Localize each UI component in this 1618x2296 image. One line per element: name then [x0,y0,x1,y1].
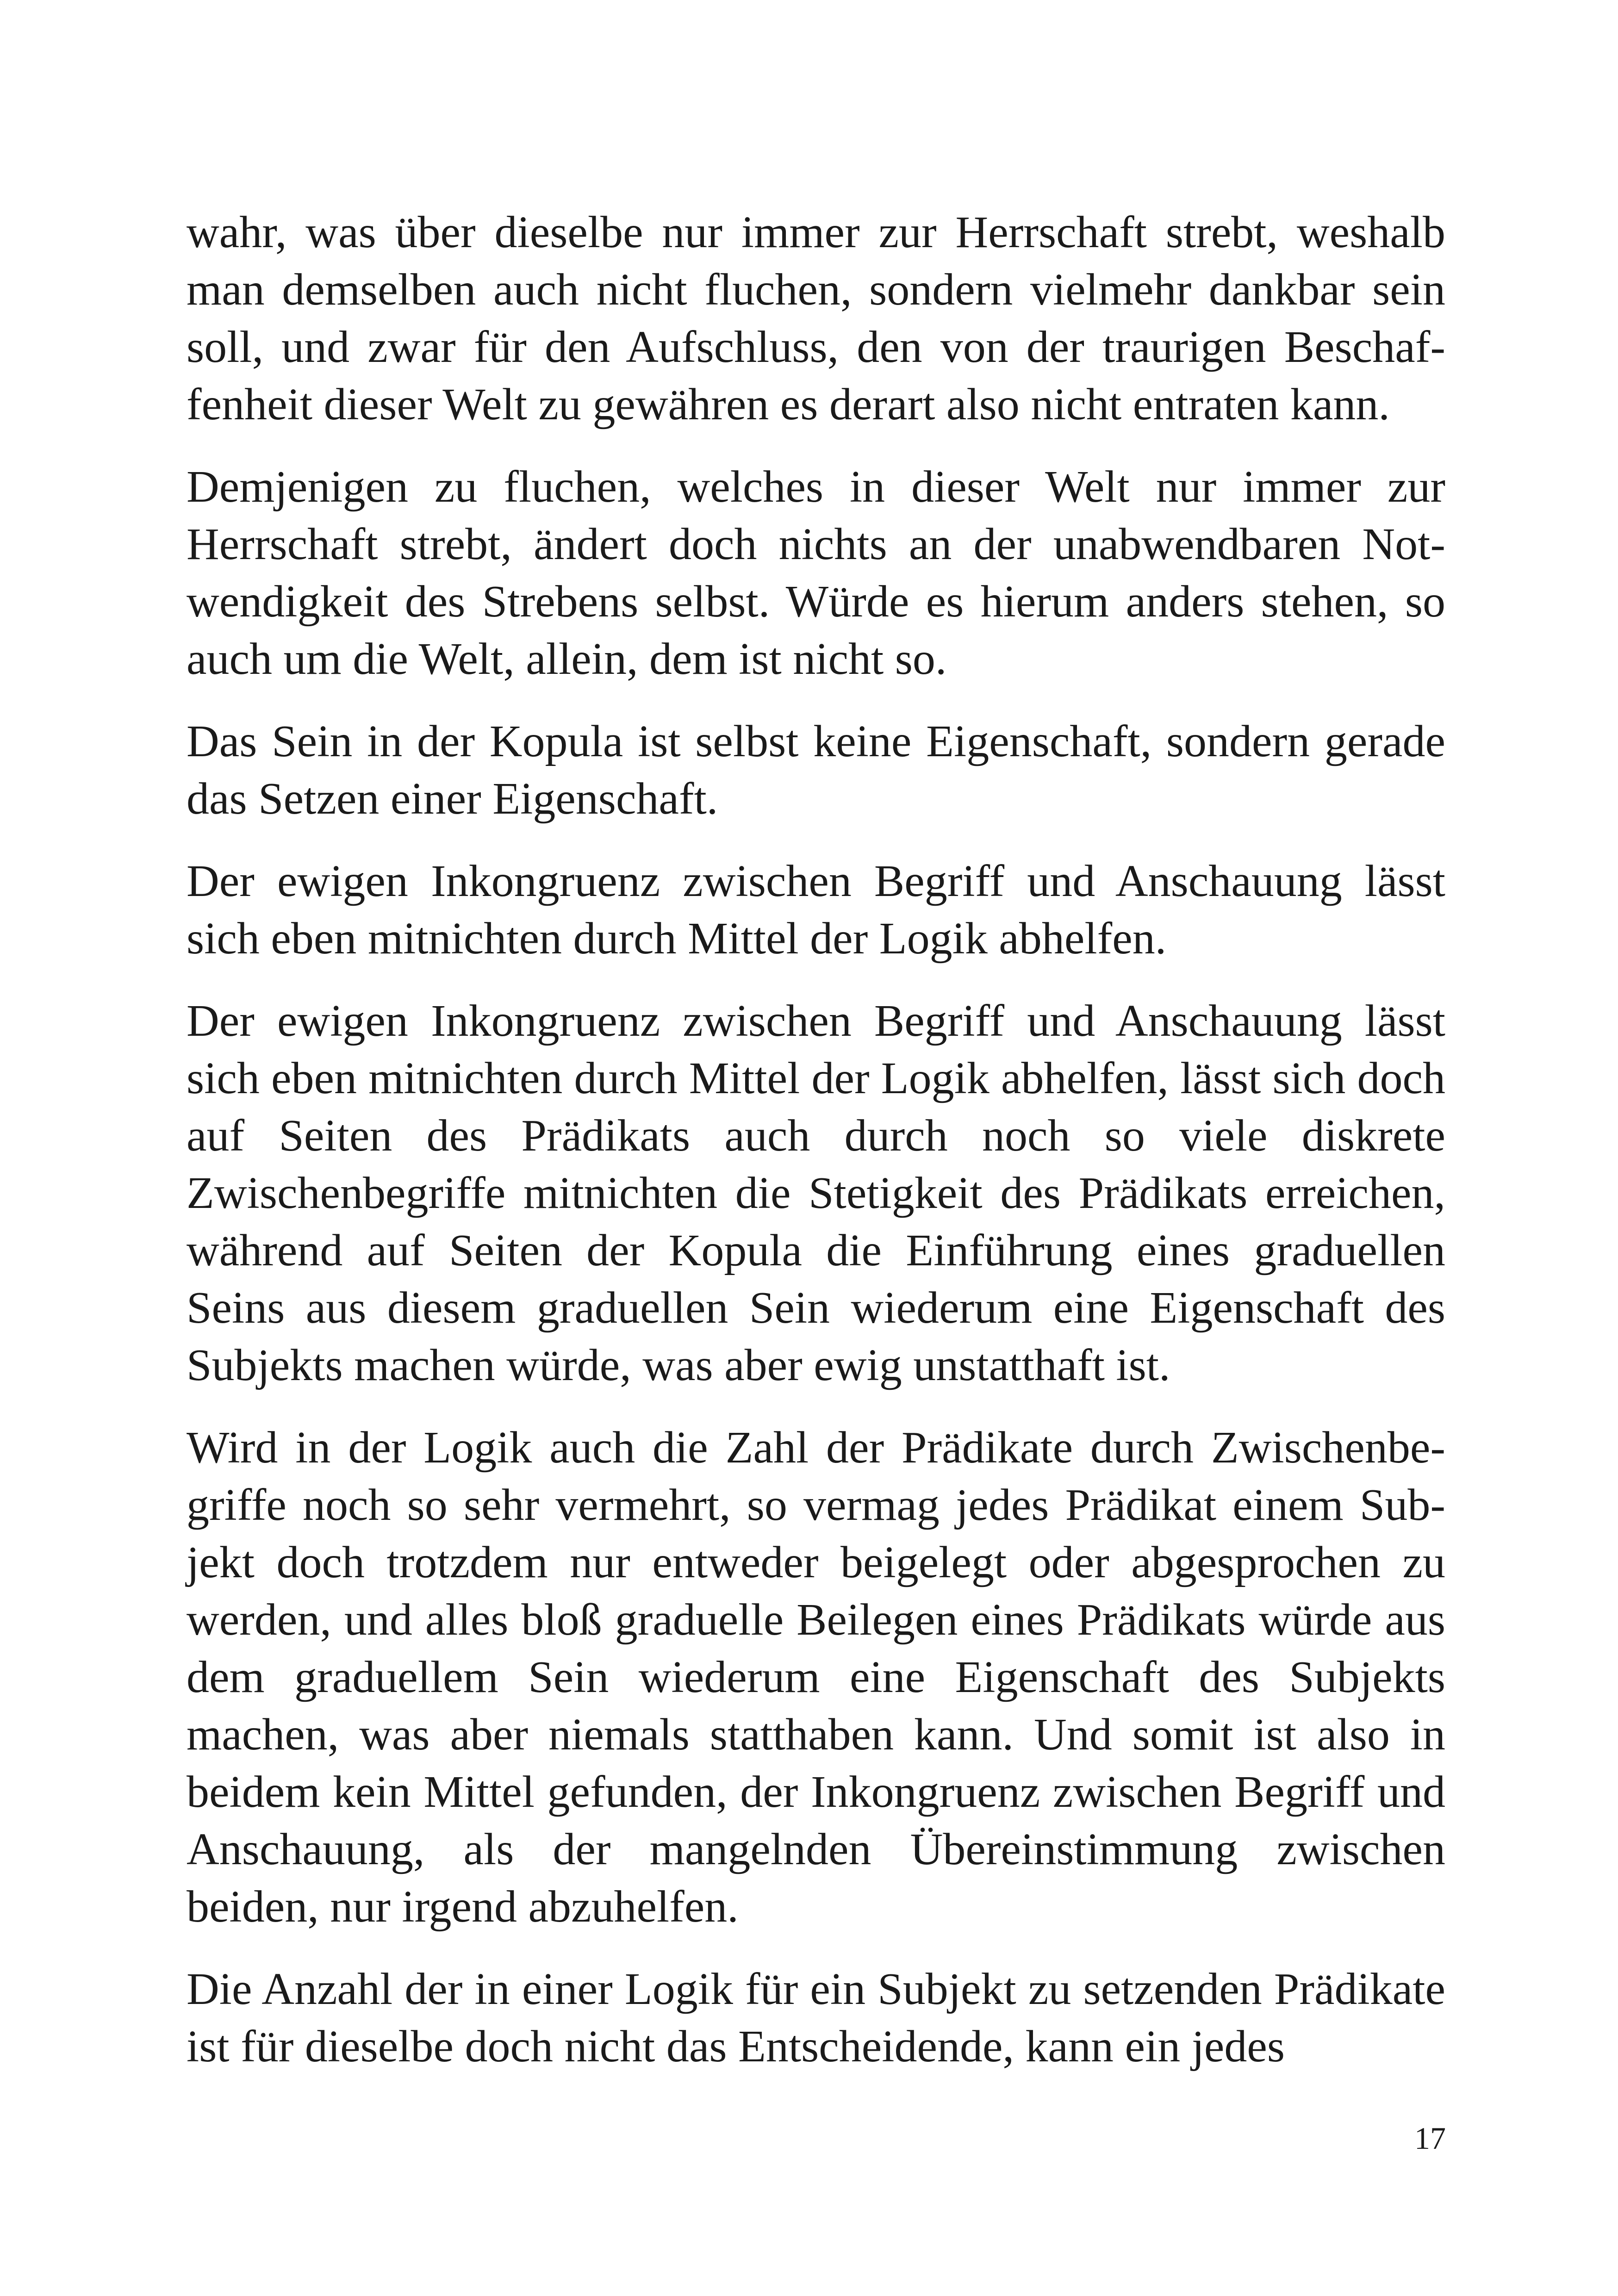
paragraph: Das Sein in der Kopula ist selbst keine Eigenschaft, sondern gerade das Setzen einer Eigenschaft. [187,716,1445,824]
page-number: 17 [1414,2121,1446,2156]
paragraph: Der ewigen Inkongruenz zwischen Begriff und Anschauung lässt sich eben mitnichten durch Mittel der Logik abhelfen, lässt sich doch auf Seiten des Prädikats auch durch noch so viele diskrete Zwischenbegriffe mitnichten die Stetigkeit des Prädikats erreichen, während auf Seiten der Kopula die Einführung eines graduellen Seins aus diesem graduellen Sein wiederum eine Eigenschaft des Subjekts machen würde, was aber ewig unstatthaft ist. [187,996,1445,1390]
body-text [187,204,1445,2100]
paragraph: wahr, was über dieselbe nur immer zur Herrschaft strebt, weshalb man demselben auch nicht fluchen, sondern vielmehr dankbar sein soll, und zwar für den Aufschluss, den von der traurigen Beschaffenheit dieser Welt zu gewähren es derart also nicht entraten kann. [187,207,1445,429]
paragraph: Demjenigen zu fluchen, welches in dieser Welt nur immer zur Herrschaft strebt, ändert doch nichts an der unabwendbaren Notwendigkeit des Strebens selbst. Würde es hierum anders stehen, so auch um die Welt, allein, dem ist nicht so. [187,462,1445,684]
paragraph: Die Anzahl der in einer Logik für ein Subjekt zu setzenden Prädikate ist für dieselbe doch nicht das Entscheidende, kann ein jedes [187,1964,1445,2072]
paragraph: Der ewigen Inkongruenz zwischen Begriff und Anschauung lässt sich eben mitnichten durch Mittel der Logik abhelfen. [187,856,1445,964]
paragraph: Wird in der Logik auch die Zahl der Prädikate durch Zwischenbegriffe noch so sehr vermehrt, so vermag jedes Prädikat einem Subjekt doch trotzdem nur entweder beigelegt oder abgesprochen zu werden, und alles bloß graduelle Beilegen eines Prädikats würde aus dem graduellem Sein wiederum eine Eigenschaft des Subjekts machen, was aber niemals statthaben kann. Und somit ist also in beidem kein Mittel gefunden, der Inkongruenz zwischen Begriff und Anschauung, als der mangelnden Übereinstimmung zwischen beiden, nur irgend abzuhelfen. [187,1423,1445,1932]
